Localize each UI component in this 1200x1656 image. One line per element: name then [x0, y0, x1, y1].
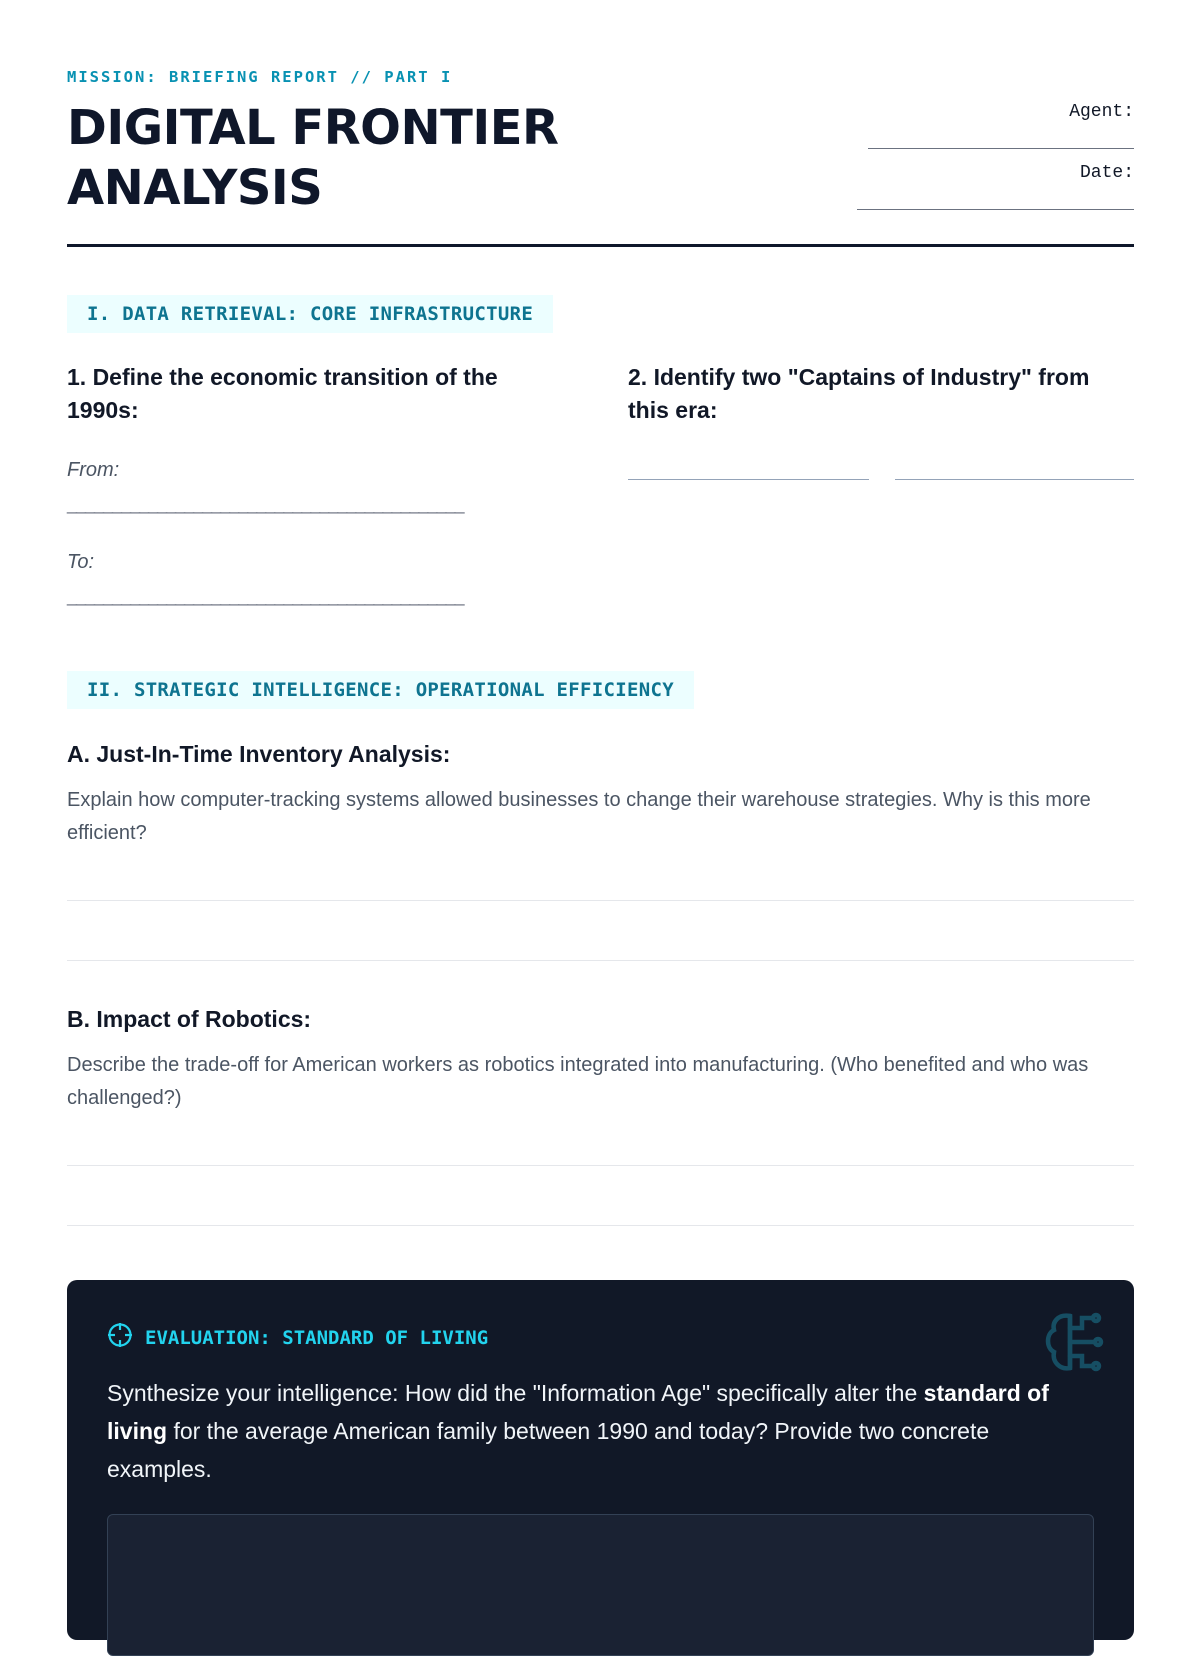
question-b-prompt: Describe the trade-off for American workers as robotics integrated into manufacturing. (Who benefited and who was challenged?) [67, 1054, 1089, 1109]
evaluation-prompt [107, 1374, 1097, 1488]
evaluation-text-2: for the average American family between 1990 and today? Provide two concrete examples. [107, 1418, 990, 1482]
evaluation-card [67, 1280, 1134, 1640]
question-1-title: 1. Define the economic transition of the 1990s: [67, 364, 498, 423]
brain-circuit-icon [1044, 1310, 1104, 1379]
title-line-1: DIGITAL FRONTIER [67, 100, 559, 156]
captain-1-blank[interactable] [628, 479, 869, 480]
agent-line[interactable] [868, 148, 1134, 149]
to-blank[interactable]: ____________________________________________ [67, 586, 464, 606]
evaluation-answer-box[interactable] [107, 1514, 1094, 1656]
section-2-tag: II. STRATEGIC INTELLIGENCE: OPERATIONAL EFFICIENCY [67, 671, 694, 709]
from-label: From: [67, 459, 120, 481]
evaluation-text-1: Synthesize your intelligence: How did the "Information Age" specifically alter the [107, 1380, 924, 1406]
date-line[interactable] [857, 209, 1134, 210]
answer-line-b1[interactable] [67, 1165, 1134, 1166]
answer-line-a2[interactable] [67, 960, 1134, 961]
crosshair-icon [107, 1322, 133, 1353]
question-a-prompt: Explain how computer-tracking systems allowed businesses to change their warehouse strategies. Why is this more efficient? [67, 789, 1091, 844]
answer-line-a1[interactable] [67, 900, 1134, 901]
evaluation-header [107, 1322, 488, 1353]
answer-line-b2[interactable] [67, 1225, 1134, 1226]
date-field[interactable] [844, 163, 1134, 224]
evaluation-text-bold: standard of living [107, 1380, 1049, 1444]
agent-date-fields [844, 102, 1134, 224]
captain-2-blank[interactable] [895, 479, 1134, 480]
agent-field[interactable] [844, 102, 1134, 163]
header-divider [67, 244, 1134, 247]
date-label: Date: [1079, 163, 1134, 183]
question-a-title: A. Just-In-Time Inventory Analysis: [67, 741, 451, 767]
agent-label: Agent: [1069, 102, 1134, 122]
section-1-tag: I. DATA RETRIEVAL: CORE INFRASTRUCTURE [67, 295, 553, 333]
title-line-2: ANALYSIS [67, 160, 323, 216]
page-title [67, 98, 559, 218]
to-label: To: [67, 551, 95, 573]
question-b-title: B. Impact of Robotics: [67, 1006, 312, 1032]
mission-eyebrow: MISSION: BRIEFING REPORT // PART I [67, 68, 453, 86]
evaluation-title: EVALUATION: STANDARD OF LIVING [145, 1326, 489, 1349]
from-blank[interactable]: ____________________________________________ [67, 494, 464, 514]
question-2-title: 2. Identify two "Captains of Industry" from this era: [628, 364, 1090, 423]
